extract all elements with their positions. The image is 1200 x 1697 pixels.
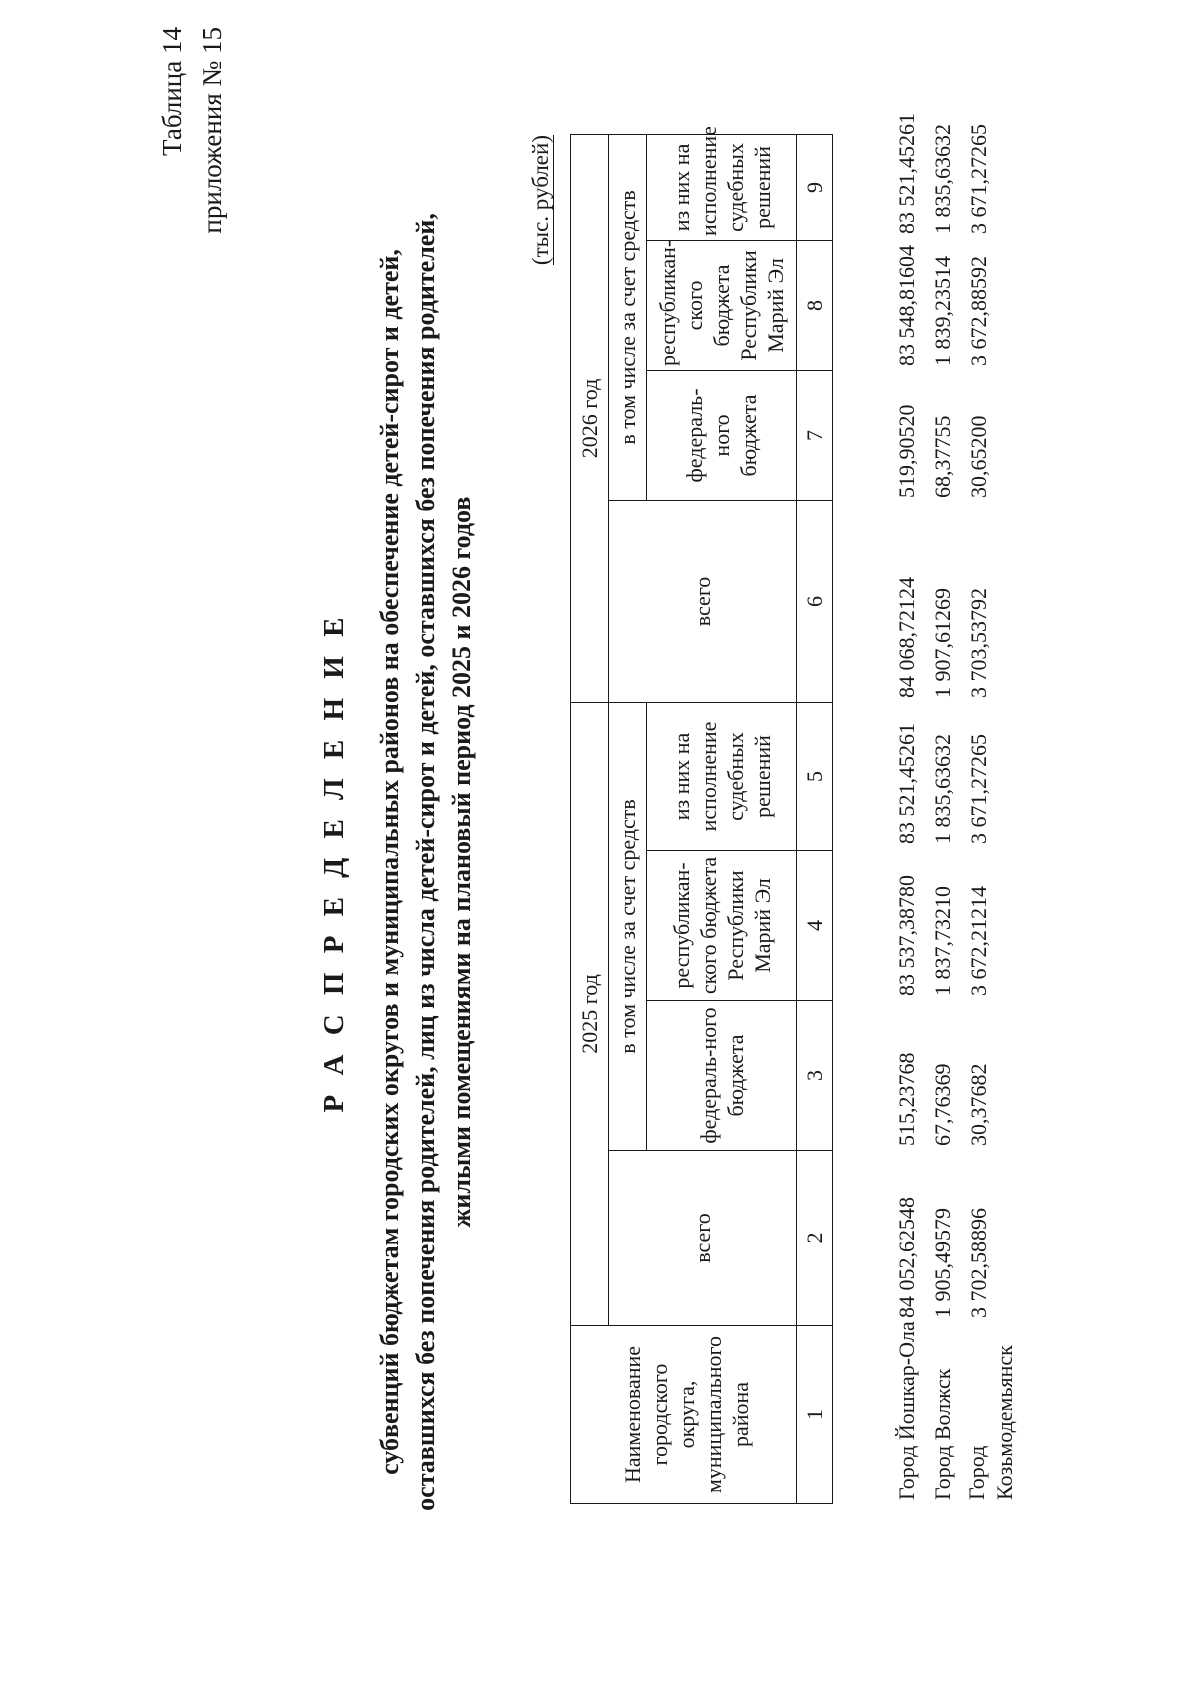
cell-value: 83 521,45261: [894, 723, 919, 844]
distribution-table-body: [885, 64, 1021, 1504]
row-name: Город Волжск: [930, 1368, 955, 1500]
column-number: 4: [797, 851, 833, 1001]
row-name: Город Козьмодемьянск: [964, 1345, 1017, 1500]
column-number: 9: [797, 134, 833, 240]
cell-value: 3 703,53792: [966, 588, 991, 698]
cell-value: 3 672,88592: [966, 256, 991, 366]
units-label: (тыс. рублей): [528, 135, 553, 266]
cell-value: 84 052,62548: [894, 1197, 919, 1318]
header-court-2026: из них на исполнение судебных решений: [647, 134, 797, 240]
column-number: 6: [797, 500, 833, 702]
table-row: [961, 64, 1021, 1504]
cell-value: 83 548,81604: [894, 245, 919, 366]
cell-value: 3 702,58896: [966, 1208, 991, 1318]
header-year-2025: 2025 год: [571, 702, 609, 1325]
header-federal-2025: федераль-ного бюджета: [647, 1001, 797, 1151]
cell-value: 1 907,61269: [930, 588, 955, 698]
header-total-2026: всего: [609, 500, 797, 702]
header-republic-2025: республикан-ского бюджета Республики Марий Эл: [647, 851, 797, 1001]
caption-appendix-number: приложения № 15: [197, 27, 227, 234]
row-name: Город Йошкар-Ола: [894, 1321, 919, 1500]
cell-value: 1 835,63632: [930, 124, 955, 234]
header-including-2025: в том числе за счет средств: [609, 702, 647, 1150]
document-subtitle: [372, 127, 480, 1597]
subtitle-line: жилыми помещениями на плановый период 2025 и 2026 годов: [447, 496, 476, 1228]
column-number: 3: [797, 1001, 833, 1151]
cell-value: 3 672,21214: [966, 886, 991, 996]
table-row: [925, 64, 961, 1504]
header-name-column: Наименование городского округа, муниципального района: [571, 1326, 797, 1504]
column-number: 1: [797, 1326, 833, 1504]
table-row: [885, 64, 925, 1504]
cell-value: 519,90520: [894, 404, 919, 498]
cell-value: 30,37682: [966, 1063, 991, 1146]
cell-value: 67,76369: [930, 1063, 955, 1146]
cell-value: 83 521,45261: [894, 113, 919, 234]
header-court-2025: из них на исполнение судебных решений: [647, 702, 797, 850]
cell-value: 515,23768: [894, 1052, 919, 1146]
subtitle-line: оставшихся без попечения родителей, лиц из числа детей-сирот и детей, оставшихся без попечения родителей,: [411, 213, 440, 1511]
cell-value: 84 068,72124: [894, 577, 919, 698]
distribution-table-header: [570, 126, 833, 1504]
header-including-2026: в том числе за счет средств: [609, 134, 647, 500]
cell-value: 30,65200: [966, 415, 991, 498]
cell-value: 1 837,73210: [930, 886, 955, 996]
table-caption: [152, 27, 232, 327]
cell-value: 83 537,38780: [894, 875, 919, 996]
column-number: 7: [797, 370, 833, 500]
cell-value: 1 835,63632: [930, 734, 955, 844]
cell-value: 3 671,27265: [966, 734, 991, 844]
header-federal-2026: федераль-ного бюджета: [647, 370, 797, 500]
caption-table-number: Таблица 14: [157, 27, 187, 156]
column-number: 8: [797, 240, 833, 370]
column-number: 5: [797, 702, 833, 850]
column-number: 2: [797, 1151, 833, 1326]
cell-value: 1 839,23514: [930, 256, 955, 366]
subtitle-line: субвенций бюджетам городских округов и муниципальных районов на обеспечение детей-сирот и детей,: [375, 249, 404, 1475]
header-total-2025: всего: [609, 1151, 797, 1326]
document-title: Р А С П Р Е Д Е Л Е Н И Е: [318, 611, 350, 1113]
header-republic-2026: республикан-ского бюджета Республики Марий Эл: [647, 240, 797, 370]
cell-value: 3 671,27265: [966, 124, 991, 234]
cell-value: 68,37755: [930, 415, 955, 498]
header-year-2026: 2026 год: [571, 134, 609, 702]
cell-value: 1 905,49579: [930, 1208, 955, 1318]
